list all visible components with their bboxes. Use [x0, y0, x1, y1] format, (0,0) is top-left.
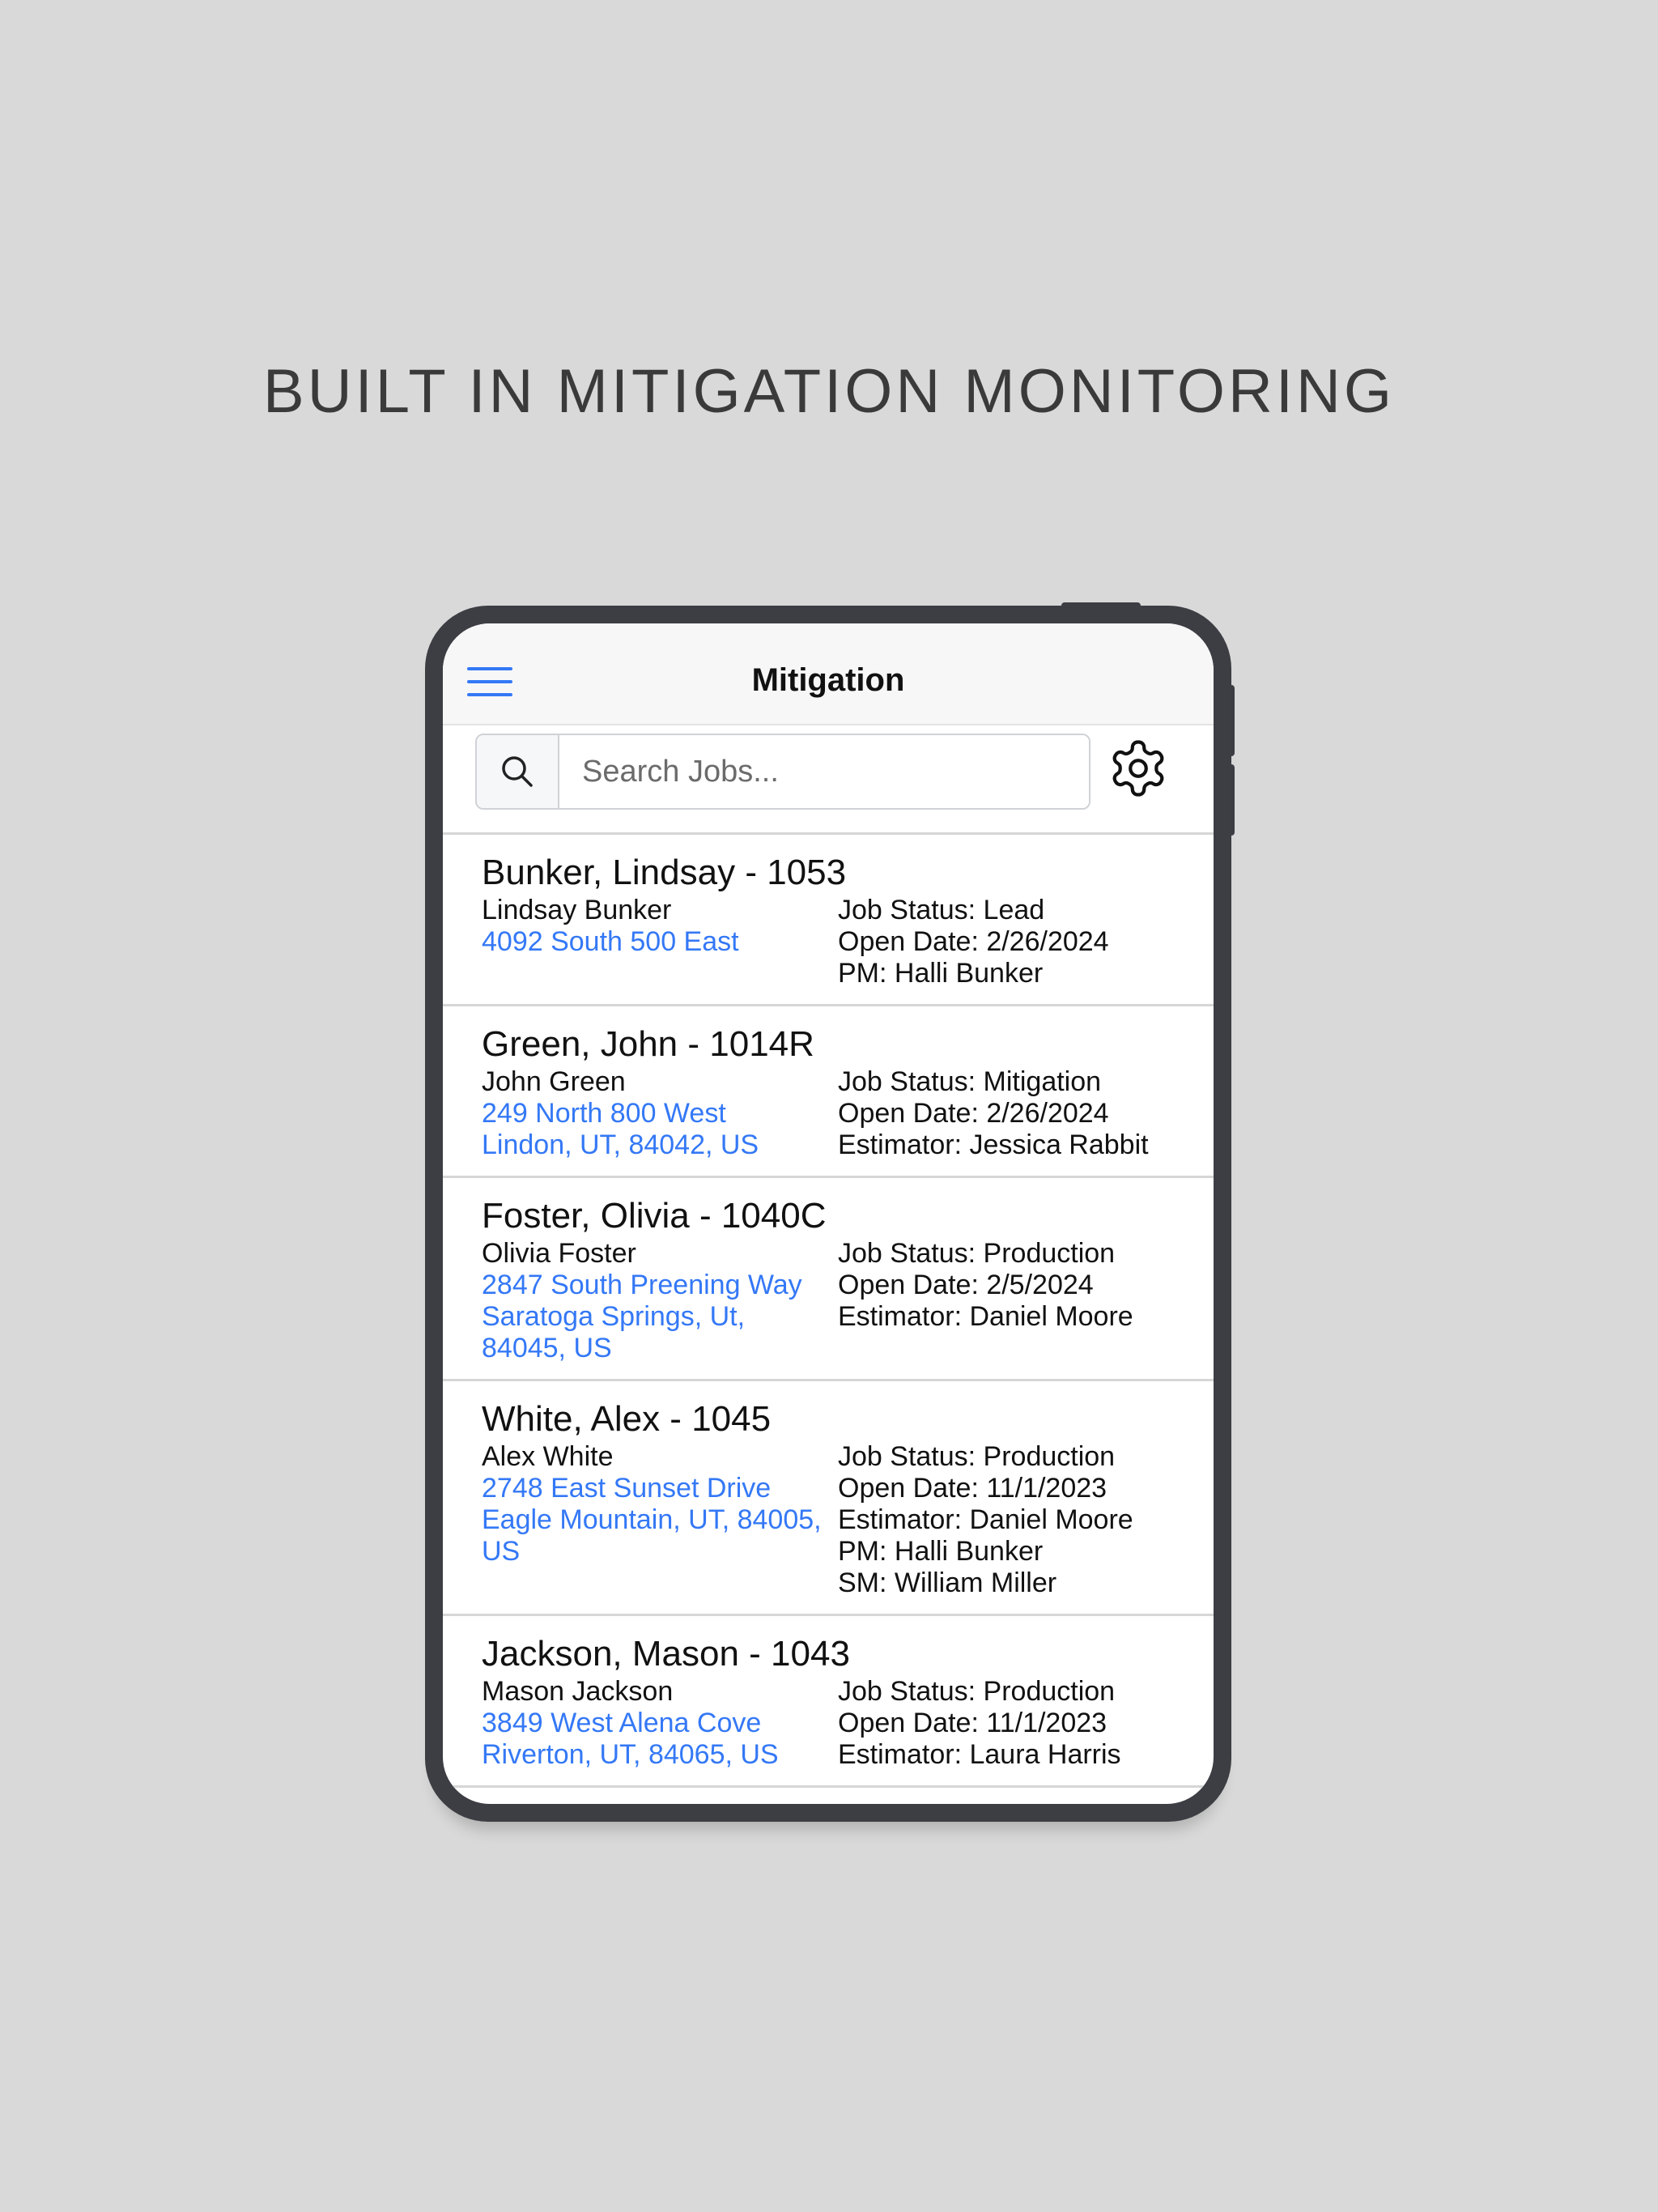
project-manager: PM: Halli Bunker — [838, 1536, 1044, 1567]
job-title: Bunker, Lindsay - 1053 — [482, 853, 847, 892]
app-screen — [443, 623, 1214, 1804]
job-status: Job Status: Production — [838, 1238, 1116, 1269]
search-icon[interactable] — [477, 735, 559, 808]
address-link[interactable]: 84045, US — [482, 1333, 612, 1363]
job-status: Job Status: Lead — [838, 895, 1045, 925]
open-date: Open Date: 2/26/2024 — [838, 926, 1109, 957]
address-link[interactable]: 249 North 800 West — [482, 1098, 726, 1129]
job-list-item[interactable] — [443, 1381, 1214, 1616]
open-date: Open Date: 11/1/2023 — [838, 1708, 1107, 1738]
address-link[interactable]: Saratoga Springs, Ut, — [482, 1301, 746, 1332]
gear-icon[interactable] — [1107, 737, 1170, 800]
address-link[interactable]: 2748 East Sunset Drive — [482, 1473, 772, 1504]
job-title: Foster, Olivia - 1040C — [482, 1196, 827, 1236]
client-name: Alex White — [482, 1441, 614, 1472]
project-manager: PM: Halli Bunker — [838, 958, 1044, 989]
open-date: Open Date: 11/1/2023 — [838, 1473, 1107, 1504]
open-date: Open Date: 2/5/2024 — [838, 1270, 1094, 1300]
client-name: Lindsay Bunker — [482, 895, 672, 925]
job-title: Green, John - 1014R — [482, 1024, 814, 1064]
address-link[interactable]: Riverton, UT, 84065, US — [482, 1739, 779, 1770]
tablet-device-frame — [425, 606, 1231, 1822]
address-link[interactable]: 2847 South Preening Way — [482, 1270, 802, 1300]
job-status: Job Status: Production — [838, 1676, 1116, 1707]
navigation-bar — [443, 623, 1214, 725]
estimator: Estimator: Daniel Moore — [838, 1301, 1133, 1332]
job-status: Job Status: Mitigation — [838, 1066, 1102, 1097]
open-date: Open Date: 2/26/2024 — [838, 1098, 1109, 1129]
job-title: Jackson, Mason - 1043 — [482, 1634, 850, 1674]
search-input[interactable] — [559, 735, 1089, 808]
job-title: White, Alex - 1045 — [482, 1399, 772, 1439]
job-list-item[interactable] — [443, 1178, 1214, 1381]
client-name: Olivia Foster — [482, 1238, 636, 1269]
address-link[interactable]: Lindon, UT, 84042, US — [482, 1129, 759, 1160]
job-list-item[interactable] — [443, 1006, 1214, 1178]
site-manager: SM: William Miller — [838, 1568, 1057, 1598]
client-name: Mason Jackson — [482, 1676, 674, 1707]
search-bar-row — [443, 725, 1214, 835]
job-list-item[interactable] — [443, 835, 1214, 1006]
search-group — [475, 734, 1090, 810]
address-link[interactable]: US — [482, 1536, 521, 1567]
estimator: Estimator: Laura Harris — [838, 1739, 1121, 1770]
job-list-item[interactable] — [443, 1616, 1214, 1788]
headline: BUILT IN MITIGATION MONITORING — [263, 357, 1395, 426]
address-link[interactable]: 4092 South 500 East — [482, 926, 739, 957]
client-name: John Green — [482, 1066, 626, 1097]
estimator: Estimator: Jessica Rabbit — [838, 1129, 1149, 1160]
address-link[interactable]: 3849 West Alena Cove — [482, 1708, 762, 1738]
address-link[interactable]: Eagle Mountain, UT, 84005, — [482, 1504, 822, 1535]
estimator: Estimator: Daniel Moore — [838, 1504, 1133, 1535]
page-title: Mitigation — [751, 662, 905, 698]
job-status: Job Status: Production — [838, 1441, 1116, 1472]
